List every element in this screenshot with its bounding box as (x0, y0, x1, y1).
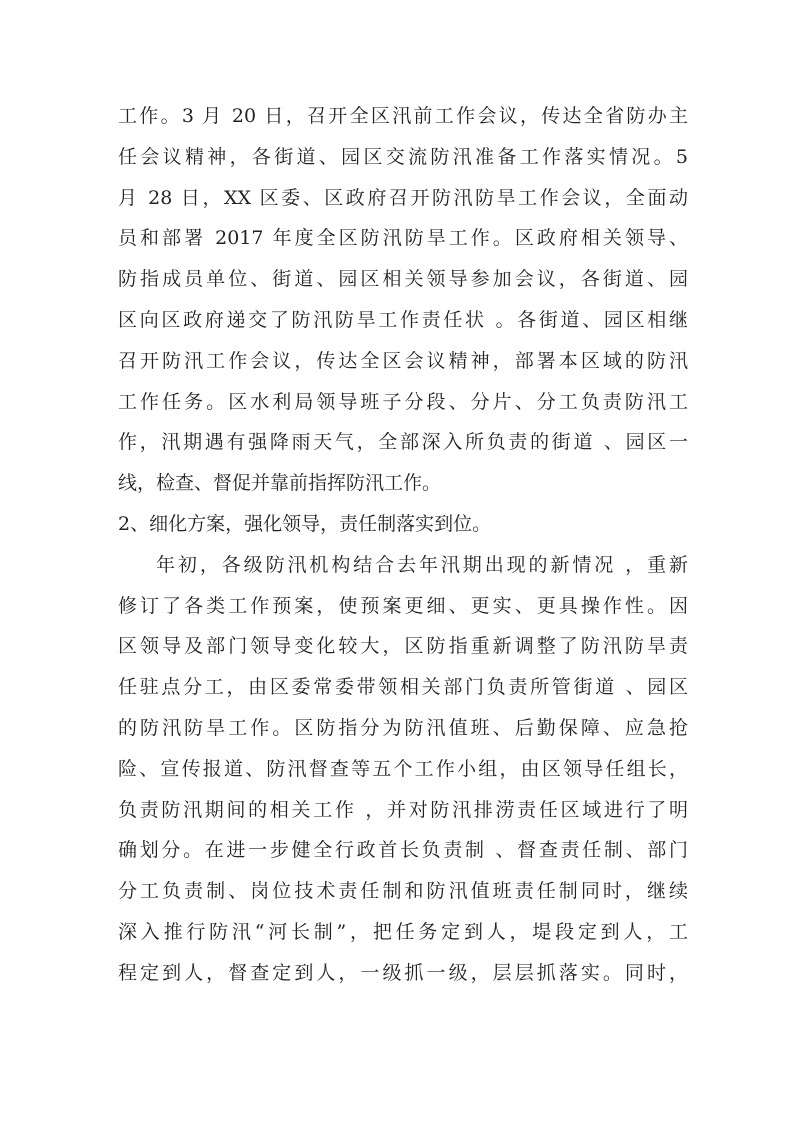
text-line: 负责防汛期间的相关工作 ，并对防汛排涝责任区域进行了明 (118, 798, 688, 821)
text-line: 线，检查、督促并靠前指挥防汛工作。 (118, 472, 442, 495)
text-line: 确划分。在进一步健全行政首长负责制 、督查责任制、部门 (118, 839, 688, 862)
text-line: 工作任务。区水利局领导班子分段、分片、分工负责防汛工 (118, 390, 688, 413)
text-line: 分工负责制、岗位技术责任制和防汛值班责任制同时，继续 (118, 880, 688, 903)
text-line: 区向区政府递交了防汛防旱工作责任状 。各街道、园区相继 (118, 308, 688, 331)
text-line: 深入推行防汛“河长制”，把任务定到人，堤段定到人，工 (118, 920, 688, 943)
text-line: 区领导及部门领导变化较大，区防指重新调整了防汛防旱责 (118, 635, 688, 658)
text-line: 作，汛期遇有强降雨天气，全部深入所负责的街道 、园区一 (118, 431, 688, 454)
text-line: 年初，各级防汛机构结合去年汛期出现的新情况 ，重新 (156, 553, 688, 576)
text-line: 工作。3 月 20 日，召开全区汛前工作会议，传达全省防办主 (118, 105, 688, 127)
document-body (118, 96, 688, 994)
section-heading: 2、细化方案，强化领导，责任制落实到位。 (118, 512, 492, 535)
paragraph-1 (118, 96, 688, 504)
paragraph-2 (118, 545, 688, 994)
text-line: 任驻点分工，由区委常委带领相关部门负责所管街道 、园区 (118, 676, 688, 699)
text-line: 修订了各类工作预案，使预案更细、更实、更具操作性。因 (118, 594, 688, 617)
text-line: 员和部署 2017 年度全区防汛防旱工作。区政府相关领导、 (118, 227, 688, 250)
text-line: 险、宣传报道、防汛督查等五个工作小组，由区领导任组长， (118, 757, 688, 780)
text-line: 防指成员单位、街道、园区相关领导参加会议，各街道、园 (118, 268, 688, 291)
text-line: 程定到人，督查定到人，一级抓一级，层层抓落实。同时， (118, 961, 688, 984)
text-line: 召开防汛工作会议，传达全区会议精神，部署本区域的防汛 (118, 349, 688, 372)
text-line: 任会议精神，各街道、园区交流防汛准备工作落实情况。5 (118, 145, 688, 168)
text-line: 月 28 日，XX 区委、区政府召开防汛防旱工作会议，全面动 (118, 186, 688, 209)
text-line: 的防汛防旱工作。区防指分为防汛值班、后勤保障、应急抢 (118, 716, 688, 739)
